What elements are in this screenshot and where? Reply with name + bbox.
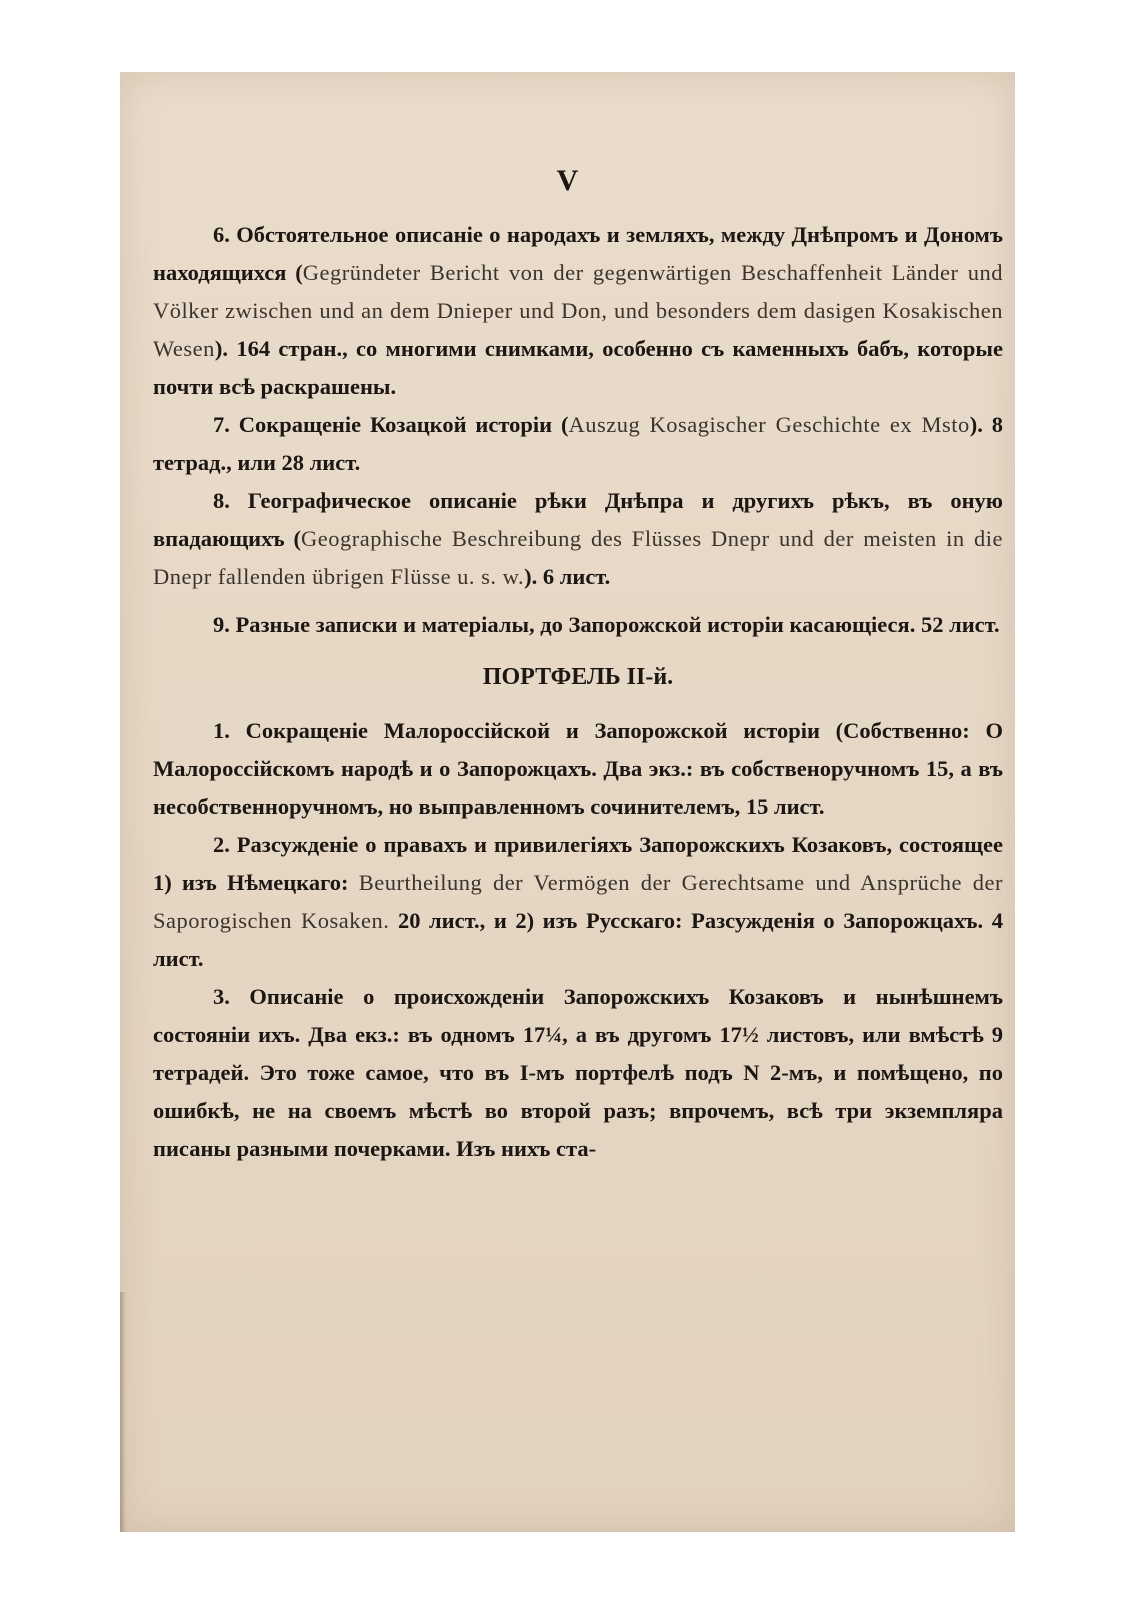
russian-text: 3. Описаніе о происхожденіи Запорожскихъ Козаковъ и нынѣшнемъ состояніи ихъ. Два екз.: въ одномъ 17¼, а въ другомъ 17½ листовъ, или вмѣстѣ 9 тетрадей. Это тоже самое, что въ I-мъ портфелѣ подъ N 2-мъ, и помѣщено, по ошибкѣ, не на своемъ мѣстѣ во второй разъ; впрочемъ, всѣ три экземпляра писаны разными почерками. Изъ нихъ ста- [153, 984, 1003, 1161]
entry-paragraph [153, 482, 1003, 596]
german-title-text: Auszug Kosagischer Geschichte ex Msto [568, 412, 970, 437]
entries-portfolio-1 [153, 216, 1003, 644]
russian-text: 8. Географическое описаніе рѣки Днѣпра и другихъ рѣкъ, въ оную впадающихъ ( [153, 488, 1003, 551]
entry-paragraph [153, 406, 1003, 482]
german-title-text: Beurtheilung der Vermögen der Gerechtsame und Ansprüche der Saporogischen Kosaken. [153, 870, 1003, 933]
entry-paragraph [153, 606, 1003, 644]
russian-text: 20 лист., и 2) изъ Русскаго: Разсужденія о Запорожцахъ. 4 лист. [153, 908, 1003, 971]
german-title-text: Gegründeter Bericht von der gegenwärtigen Beschaffenheit Länder und Völker zwischen und an dem Dnieper und Don, und besonders dem dasigen Kosakischen Wesen [153, 260, 1003, 361]
entry-paragraph [153, 216, 1003, 406]
page-number: V [556, 164, 579, 197]
russian-text: 6. Обстоятельное описаніе о народахъ и земляхъ, между Днѣпромъ и Дономъ находящихся ( [153, 222, 1003, 285]
book-page [120, 72, 1015, 1532]
russian-text: ). 6 лист. [524, 564, 611, 589]
russian-text: 2. Разсужденіе о правахъ и привилегіяхъ Запорожскихъ Козаковъ, состоящее 1) изъ Нѣмецкаго: [153, 832, 1003, 895]
russian-text: ). 164 стран., со многими снимками, особенно съ каменныхъ бабъ, которые почти всѣ раскрашены. [153, 336, 1003, 399]
entry-paragraph [153, 712, 1003, 826]
russian-text: 7. Сокращеніе Козацкой исторіи ( [213, 412, 569, 437]
russian-text: 9. Разные записки и матеріалы, до Запорожской исторіи касающіеся. 52 лист. [213, 612, 1000, 637]
page-edge-shadow [120, 1292, 126, 1532]
russian-text: ). 8 тетрад., или 28 лист. [153, 412, 1003, 475]
entry-paragraph [153, 978, 1003, 1168]
german-title-text: Geographische Beschreibung des Flüsses Dnepr und der meisten in die Dnepr fallenden übrigen Flüsse u. s. w. [153, 526, 1003, 589]
page-body [153, 216, 1003, 1168]
russian-text: 1. Сокращеніе Малороссійской и Запорожской исторіи (Собственно: О Малороссійскомъ народѣ и о Запорожцахъ. Два экз.: въ собственоручномъ 15, а въ несобственноручномъ, но выправленномъ сочинителемъ, 15 лист. [153, 718, 1003, 819]
entries-portfolio-2 [153, 712, 1003, 1168]
entry-paragraph [153, 826, 1003, 978]
section-heading: ПОРТФЕЛЬ II-й. [482, 664, 674, 690]
